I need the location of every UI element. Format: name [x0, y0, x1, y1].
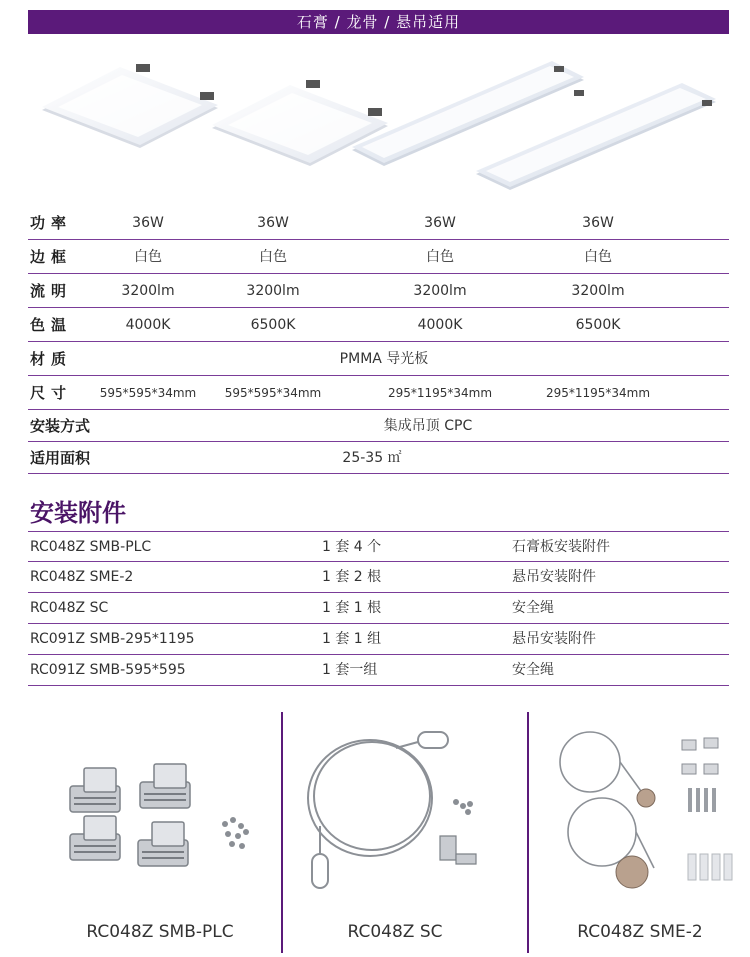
- spec-cell: 6500K: [250, 317, 296, 333]
- accessory-model: RC048Z SME-2: [30, 569, 134, 585]
- spec-cell: 595*595*34mm: [99, 386, 197, 400]
- accessory-model: RC048Z SMB-PLC: [30, 539, 152, 555]
- accessory-desc: 安全绳: [512, 600, 554, 616]
- square-panel-image-1: [42, 64, 218, 148]
- accessory-qty: 1 套 1 根: [322, 600, 382, 616]
- spec-label: 流明: [30, 282, 73, 300]
- divider: [527, 712, 529, 953]
- accessory-desc: 悬吊安装附件: [512, 631, 596, 647]
- spec-row-area: [28, 442, 729, 474]
- spec-cell: 3200lm: [571, 283, 625, 299]
- spec-row-flux: [28, 274, 729, 308]
- table-row: [28, 562, 729, 593]
- accessory-qty: 1 套一组: [322, 662, 378, 678]
- spec-label: 安装方式: [30, 417, 91, 435]
- spec-cell: 3200lm: [246, 283, 300, 299]
- spec-cell: PMMA 导光板: [339, 351, 429, 367]
- accessory-qty: 1 套 4 个: [322, 539, 382, 555]
- spec-cell: 4000K: [125, 317, 171, 333]
- spec-row-frame: [28, 240, 729, 274]
- spec-row-size: [28, 376, 729, 410]
- part-caption: RC048Z SC: [347, 922, 443, 942]
- table-row: [28, 531, 729, 562]
- spec-cell: 295*1195*34mm: [387, 386, 493, 400]
- spec-cell: 3200lm: [121, 283, 175, 299]
- safety-cable-image: [300, 726, 510, 901]
- spec-label: 尺寸: [30, 384, 73, 402]
- spec-table: [28, 206, 729, 474]
- spring-clips-image: [60, 758, 270, 888]
- accessory-desc: 石膏板安装附件: [512, 539, 610, 555]
- spec-label: 功率: [30, 214, 73, 232]
- suspension-kit-image: [550, 726, 740, 901]
- spec-cell: 36W: [257, 215, 289, 231]
- spec-cell: 集成吊顶 CPC: [383, 418, 473, 434]
- spec-row-install: [28, 410, 729, 442]
- accessory-qty: 1 套 2 根: [322, 569, 382, 585]
- accessory-model: RC091Z SMB-295*1195: [30, 631, 195, 647]
- part-caption: RC048Z SME-2: [577, 922, 703, 942]
- spec-cell: 白色: [134, 249, 162, 265]
- part-caption: RC048Z SMB-PLC: [86, 922, 234, 942]
- spec-cell: 295*1195*34mm: [545, 386, 651, 400]
- accessory-model: RC048Z SC: [30, 600, 109, 616]
- table-row: [28, 593, 729, 624]
- accessory-desc: 安全绳: [512, 662, 554, 678]
- spec-label: 边框: [30, 248, 73, 266]
- spec-cell: 36W: [132, 215, 164, 231]
- spec-label: 适用面积: [30, 449, 91, 467]
- table-row: [28, 624, 729, 655]
- product-images: [28, 44, 729, 204]
- spec-cell: 4000K: [417, 317, 463, 333]
- spec-cell: 6500K: [575, 317, 621, 333]
- spec-cell: 白色: [426, 249, 454, 265]
- spec-row-cct: [28, 308, 729, 342]
- spec-row-material: [28, 342, 729, 376]
- table-row: [28, 655, 729, 686]
- accessories-table: [28, 531, 729, 686]
- divider: [281, 712, 283, 953]
- accessory-model: RC091Z SMB-595*595: [30, 662, 186, 678]
- spec-cell: 白色: [584, 249, 612, 265]
- accessory-desc: 悬吊安装附件: [512, 569, 596, 585]
- accessories-title: 安装附件: [30, 499, 126, 527]
- spec-cell: 595*595*34mm: [224, 386, 322, 400]
- accessory-qty: 1 套 1 组: [322, 631, 382, 647]
- spec-cell: 白色: [259, 249, 287, 265]
- category-banner: 石膏 / 龙骨 / 悬吊适用: [28, 10, 729, 34]
- spec-cell: 36W: [582, 215, 614, 231]
- spec-row-power: [28, 206, 729, 240]
- spec-cell: 25-35 ㎡: [342, 450, 402, 466]
- accessory-images: [0, 708, 750, 957]
- spec-label: 色温: [30, 316, 73, 334]
- spec-label: 材质: [30, 350, 73, 368]
- spec-cell: 3200lm: [413, 283, 467, 299]
- spec-cell: 36W: [424, 215, 456, 231]
